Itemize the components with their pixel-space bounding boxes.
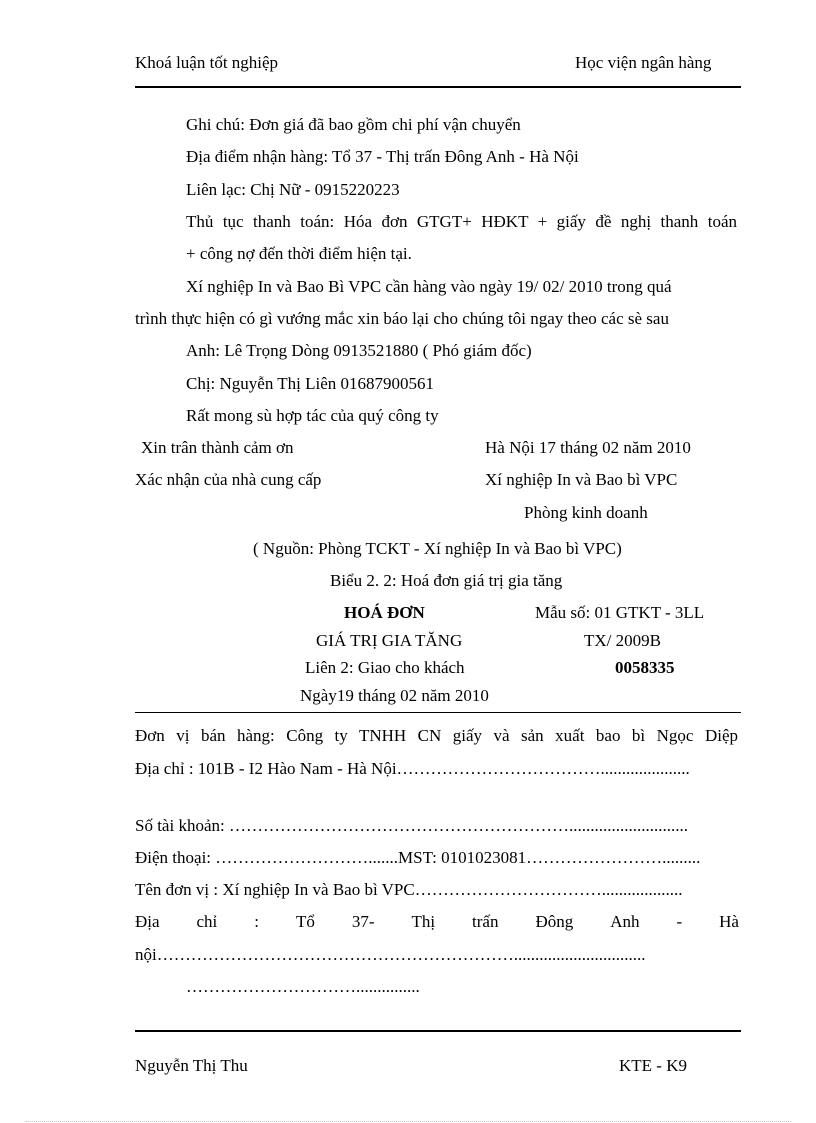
note-anh: Anh: Lê Trọng Dòng 0913521880 ( Phó giám đốc) (186, 341, 532, 360)
closing-xac-nhan: Xác nhận của nhà cung cấp (135, 470, 322, 489)
invoice-date: Ngày19 tháng 02 năm 2010 (300, 686, 489, 705)
closing-thanks: Xin trân thành cảm ơn (141, 438, 294, 457)
note-thu-tuc-2: + công nợ đến thời điểm hiện tại. (186, 244, 412, 263)
invoice-subtitle: GIÁ TRỊ GIA TĂNG (316, 631, 463, 650)
word: Hà (719, 912, 739, 931)
word: Địa (135, 912, 160, 931)
invoice-dia-chi-ban: Địa chỉ : 101B - I2 Hào Nam - Hà Nội………………………………..................... (135, 759, 690, 778)
invoice-dots-line: …………………………............... (186, 977, 420, 996)
word: Anh (610, 912, 640, 931)
invoice-don-vi-ban: Đơn vị bán hàng: Công ty TNHH CN giấy và sản xuất bao bì Ngọc Diệp (135, 726, 738, 745)
word: - (676, 912, 683, 931)
closing-department: Phòng kinh doanh (524, 503, 648, 522)
invoice-number: 0058335 (615, 658, 675, 677)
invoice-lien: Liên 2: Giao cho khách (305, 658, 465, 677)
note-xi-nghiep-1: Xí nghiệp In và Bao Bì VPC cần hàng vào ngày 19/ 02/ 2010 trong quá (186, 277, 672, 296)
footer-right: KTE - K9 (619, 1056, 687, 1075)
invoice-ten-don-vi: Tên đơn vị : Xí nghiệp In và Bao bì VPC……………………………................... (135, 880, 683, 899)
note-lien-lac: Liên lạc: Chị Nữ - 0915220223 (186, 180, 400, 199)
source-note: ( Nguồn: Phòng TCKT - Xí nghiệp In và Bao bì VPC) (253, 539, 622, 558)
header-rule (135, 86, 741, 88)
figure-caption: Biểu 2. 2: Hoá đơn giá trị gia tăng (330, 571, 563, 590)
invoice-title: HOÁ ĐƠN (344, 603, 425, 622)
invoice-dia-chi-mua (135, 911, 739, 933)
footer-rule (135, 1030, 741, 1032)
word: 37- (351, 912, 375, 931)
word: Tổ (295, 912, 315, 931)
invoice-mau-so: Mẫu số: 01 GTKT - 3LL (535, 603, 705, 622)
word: : (254, 912, 259, 931)
invoice-rule (135, 712, 741, 713)
note-ghi-chu: Ghi chú: Đơn giá đã bao gồm chi phí vận chuyển (186, 115, 521, 134)
footer-left: Nguyễn Thị Thu (135, 1056, 248, 1075)
header-right: Học viện ngân hàng (575, 53, 712, 72)
note-chi: Chị: Nguyễn Thị Liên 01687900561 (186, 374, 435, 393)
note-rat-mong: Rất mong sù hợp tác của quý công ty (186, 406, 439, 425)
note-dia-diem: Địa điểm nhận hàng: Tổ 37 - Thị trấn Đông Anh - Hà Nội (186, 147, 579, 166)
invoice-dia-chi-mua-cont: nội………………………………………………………............................... (135, 945, 646, 964)
page-bottom-border (25, 1121, 791, 1122)
word: chỉ (196, 912, 218, 931)
closing-date: Hà Nội 17 tháng 02 năm 2010 (485, 438, 691, 457)
invoice-so-tai-khoan: Số tài khoản: ……………………………………………………............................ (135, 816, 688, 835)
header-left: Khoá luận tốt nghiệp (135, 53, 279, 72)
closing-company: Xí nghiệp In và Bao bì VPC (485, 470, 678, 489)
invoice-ky-hieu: TX/ 2009B (584, 631, 661, 650)
word: Đông (535, 912, 574, 931)
note-thu-tuc-1: Thủ tục thanh toán: Hóa đơn GTGT+ HĐKT + giấy đề nghị thanh toán (186, 212, 737, 231)
note-xi-nghiep-2: trình thực hiện có gì vướng mắc xin báo lại cho chúng tôi ngay theo các sè sau (135, 309, 669, 328)
word: Thị (411, 912, 436, 931)
word: trấn (472, 912, 499, 931)
invoice-dien-thoai: Điện thoại: ……………………….......MST: 0101023081……………………......... (135, 848, 701, 867)
